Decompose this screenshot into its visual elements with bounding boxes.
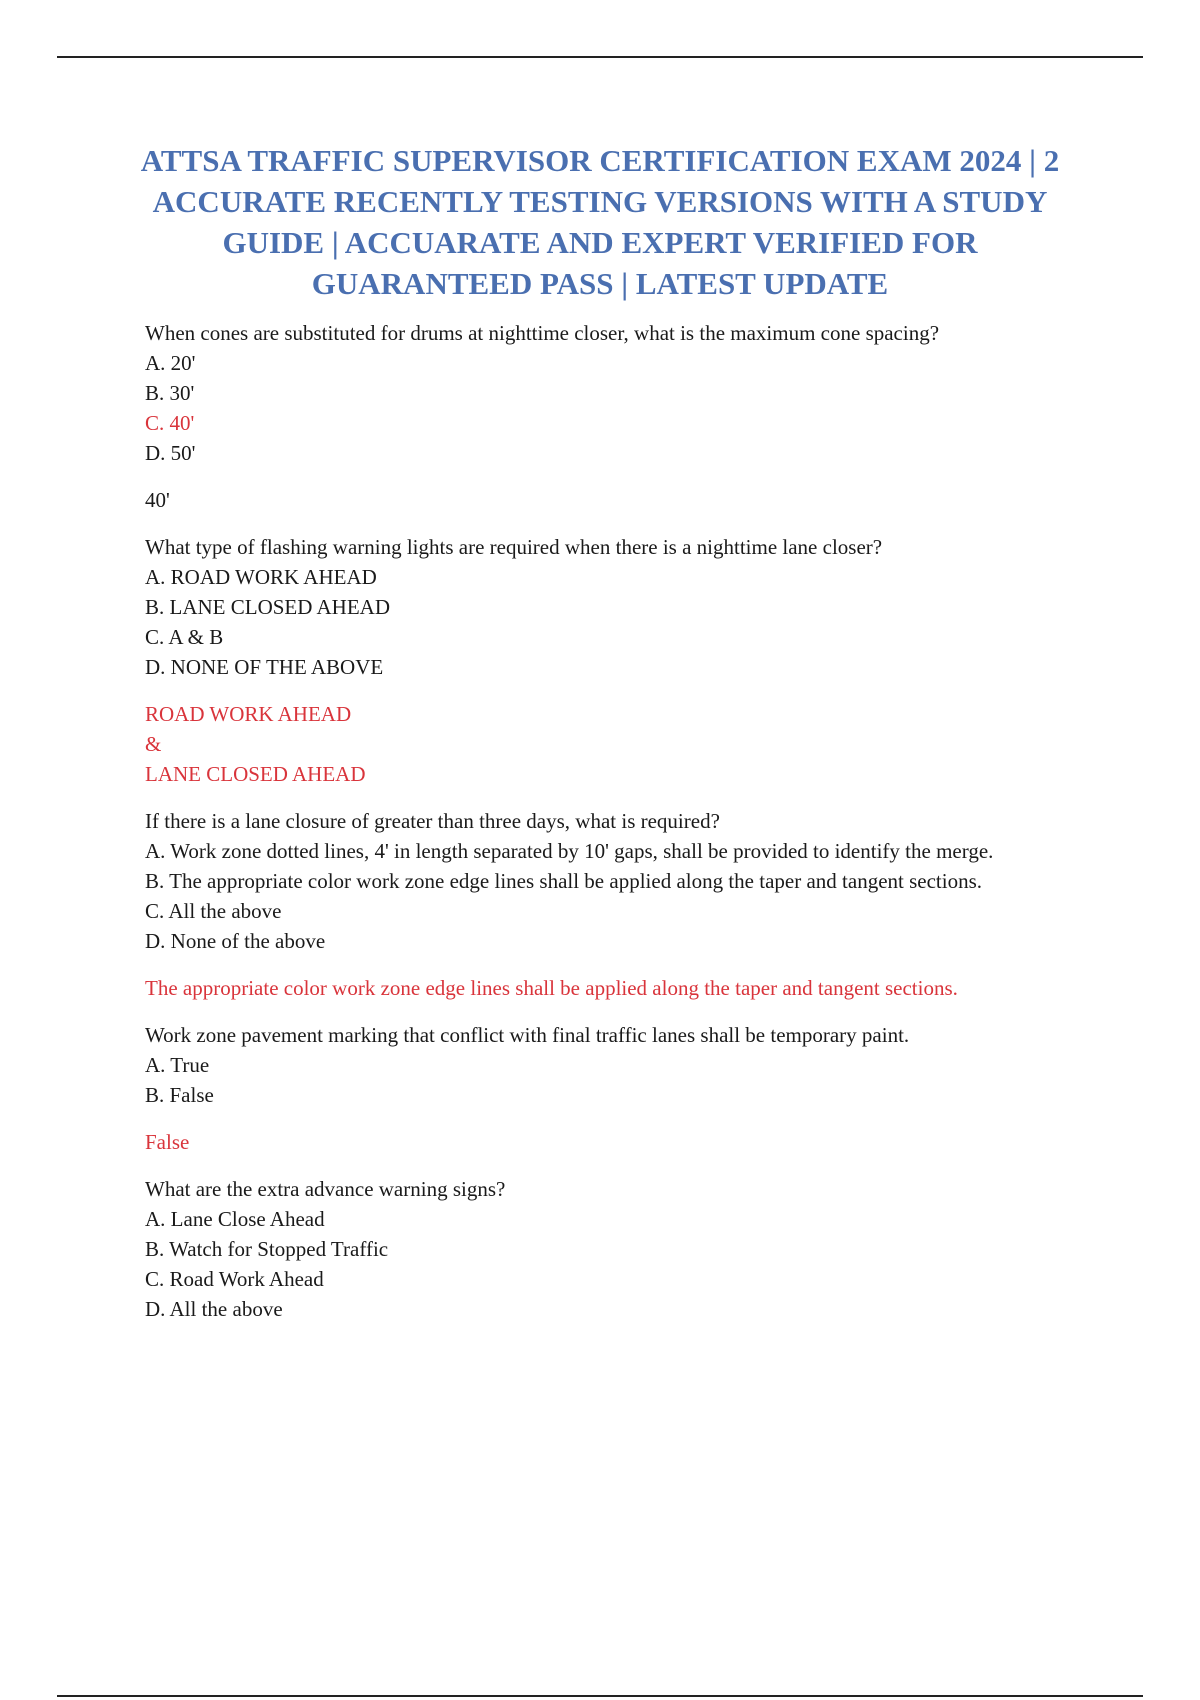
option: D. NONE OF THE ABOVE	[145, 655, 384, 679]
option: B. False	[145, 1083, 214, 1107]
question-text: Work zone pavement marking that conflict with final traffic lanes shall be temporary paint.	[145, 1023, 910, 1047]
question-text: What type of flashing warning lights are required when there is a nighttime lane closer?	[145, 535, 883, 559]
option: B. The appropriate color work zone edge lines shall be applied along the taper and tangent sections.	[145, 869, 983, 893]
question-4	[145, 1020, 1085, 1110]
answer-text: False	[145, 1130, 190, 1154]
answer-text: &	[145, 732, 162, 756]
option: C. All the above	[145, 899, 282, 923]
question-1	[145, 318, 1085, 468]
option: D. 50'	[145, 441, 196, 465]
answer-1	[145, 485, 1085, 515]
option: D. None of the above	[145, 929, 326, 953]
option: A. True	[145, 1053, 210, 1077]
option: C. A & B	[145, 625, 224, 649]
answer-text: The appropriate color work zone edge lines shall be applied along the taper and tangent sections.	[145, 976, 958, 1000]
document-title: ATTSA TRAFFIC SUPERVISOR CERTIFICATION EXAM 2024 | 2 ACCURATE RECENTLY TESTING VERSIONS WITH A STUDY GUIDE | ACCUARATE AND EXPERT VERIFIED FOR GUARANTEED PASS | LATEST UPDATE	[140, 143, 1060, 301]
option: A. ROAD WORK AHEAD	[145, 565, 377, 589]
answer-2	[145, 699, 1085, 789]
answer-text: ROAD WORK AHEAD	[145, 702, 352, 726]
answer-3	[145, 973, 1085, 1003]
option: A. 20'	[145, 351, 196, 375]
question-2	[145, 532, 1085, 682]
answer-4	[145, 1127, 1085, 1157]
bottom-divider	[57, 1695, 1143, 1697]
answer-text: LANE CLOSED AHEAD	[145, 762, 366, 786]
option-highlighted: C. 40'	[145, 411, 195, 435]
answer-text: 40'	[145, 488, 170, 512]
question-3	[145, 806, 1085, 956]
option: B. LANE CLOSED AHEAD	[145, 595, 390, 619]
question-text: What are the extra advance warning signs?	[145, 1177, 506, 1201]
top-divider	[57, 56, 1143, 58]
option: A. Work zone dotted lines, 4' in length separated by 10' gaps, shall be provided to identify the merge.	[145, 839, 994, 863]
option: B. Watch for Stopped Traffic	[145, 1237, 389, 1261]
option: B. 30'	[145, 381, 195, 405]
question-text: When cones are substituted for drums at nighttime closer, what is the maximum cone spacing?	[145, 321, 940, 345]
option: D. All the above	[145, 1297, 283, 1321]
option: C. Road Work Ahead	[145, 1267, 324, 1291]
question-5	[145, 1174, 1085, 1324]
question-text: If there is a lane closure of greater than three days, what is required?	[145, 809, 720, 833]
document-body	[145, 318, 1085, 1341]
option: A. Lane Close Ahead	[145, 1207, 325, 1231]
